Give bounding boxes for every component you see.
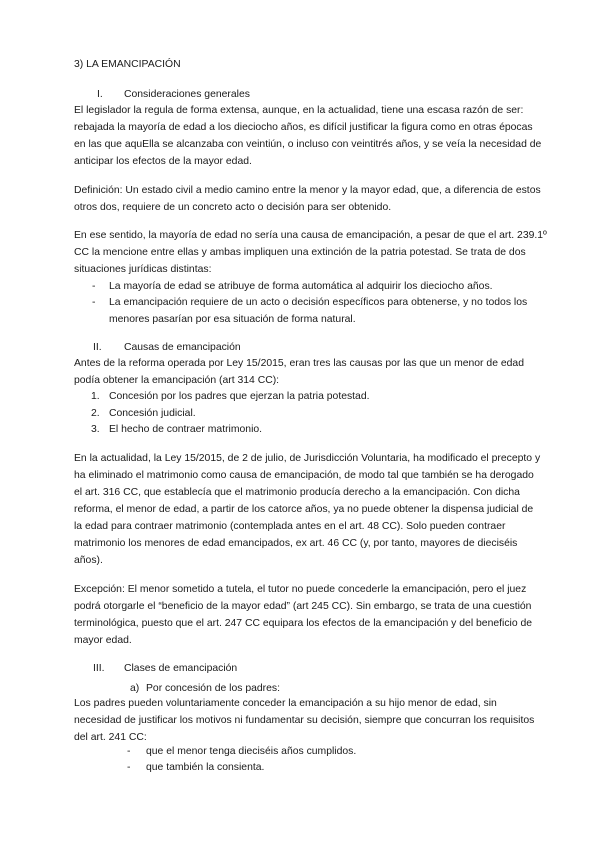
paragraph-line: situaciones jurídicas distintas: [74, 264, 212, 275]
subsection-letter: a) [130, 683, 140, 694]
definition-line: otros dos, requiere de un concreto acto o decisión para ser obtenido. [74, 202, 392, 213]
exception-line: mayor edad. [74, 635, 132, 646]
bullet-dash: - [127, 762, 131, 773]
subsection-heading: Por concesión de los padres: [146, 683, 281, 694]
exception-line: podrá otorgarle el “beneficio de la mayor edad” (art 245 CC). Sin embargo, se trata de una cuestión [74, 601, 532, 612]
paragraph-line: El legislador la regula de forma extensa, aunque, en la actualidad, tiene una escasa razón de ser: [74, 105, 524, 116]
paragraph-line: la edad para contraer matrimonio (contemplada antes en el art. 48 CC). Solo pueden contraer [74, 521, 506, 532]
exception-line: Excepción: El menor sometido a tutela, el tutor no puede concederle la emancipación, pero el juez [74, 584, 527, 595]
paragraph-line: rebajada la mayoría de edad a los dieciocho años, es difícil justificar la figura como en otras épocas [74, 122, 533, 133]
section-numeral-2: II. [93, 342, 102, 353]
section-heading-1: Consideraciones generales [124, 89, 250, 100]
paragraph-line: Los padres pueden voluntariamente conceder la emancipación a su hijo menor de edad, sin [74, 698, 497, 709]
paragraph-line: podía obtener la emancipación (art 314 CC): [74, 375, 280, 386]
paragraph-line: En la actualidad, la Ley 15/2015, de 2 de julio, de Jurisdicción Voluntaria, ha modificado el precepto y [74, 453, 541, 464]
list-item: El hecho de contraer matrimonio. [109, 424, 263, 435]
paragraph-line: en las que aquElla se alcanzaba con veintiún, o incluso con veintitrés años, y se veía la necesidad de [74, 139, 542, 150]
paragraph-line: matrimonio los menores de edad emancipados, ex art. 46 CC (y, por tanto, mayores de dieciséis [74, 538, 518, 549]
paragraph-line: Antes de la reforma operada por Ley 15/2015, eran tres las causas por las que un menor de edad [74, 358, 524, 369]
list-item: Concesión judicial. [109, 408, 196, 419]
paragraph-line: CC la mencione entre ellas y ambas impliquen una extinción de la patria potestad. Se trata de dos [74, 247, 526, 258]
paragraph-line: reforma, el menor de edad, a partir de los catorce años, ya no puede obtener la dispensa judicial de [74, 504, 534, 515]
list-number: 2. [91, 408, 100, 419]
paragraph-line: En ese sentido, la mayoría de edad no sería una causa de emancipación, a pesar de que el art. 239.1º [74, 230, 547, 241]
requirement-item: que también la consienta. [146, 762, 265, 773]
definition-line: Definición: Un estado civil a medio camino entre la menor y la mayor edad, que, a diferencia de estos [74, 185, 541, 196]
section-heading-3: Clases de emancipación [124, 663, 238, 674]
bullet-item: La emancipación requiere de un acto o decisión específicos para obtenerse, y no todos los [109, 297, 528, 308]
bullet-dash: - [127, 746, 131, 757]
paragraph-line: años). [74, 555, 103, 566]
section-title: 3) LA EMANCIPACIÓN [74, 59, 181, 70]
list-number: 3. [91, 424, 100, 435]
paragraph-line: necesidad de justificar los motivos ni fundamentar su decisión, siempre que concurran los requisitos [74, 715, 535, 726]
paragraph-line: del art. 241 CC: [74, 732, 147, 743]
bullet-dash: - [92, 297, 96, 308]
paragraph-line: el art. 316 CC, que establecía que el matrimonio producía derecho a la emancipación. Con dicha [74, 487, 520, 498]
exception-line: terminológica, puesto que el art. 247 CC equipara los efectos de la emancipación y del beneficio de [74, 618, 533, 629]
requirement-item: que el menor tenga dieciséis años cumplidos. [146, 746, 357, 757]
section-numeral-3: III. [93, 663, 105, 674]
paragraph-line: ha eliminado el matrimonio como causa de emancipación, de modo tal que también se ha derogado [74, 470, 534, 481]
section-heading-2: Causas de emancipación [124, 342, 241, 353]
bullet-dash: - [92, 281, 96, 292]
bullet-item: menores pasarían por esa situación de forma natural. [109, 314, 356, 325]
bullet-item: La mayoría de edad se atribuye de forma automática al adquirir los dieciocho años. [109, 281, 493, 292]
list-number: 1. [91, 391, 100, 402]
list-item: Concesión por los padres que ejerzan la patria potestad. [109, 391, 370, 402]
section-numeral-1: I. [97, 89, 103, 100]
paragraph-line: anticipar los efectos de la mayor edad. [74, 156, 252, 167]
